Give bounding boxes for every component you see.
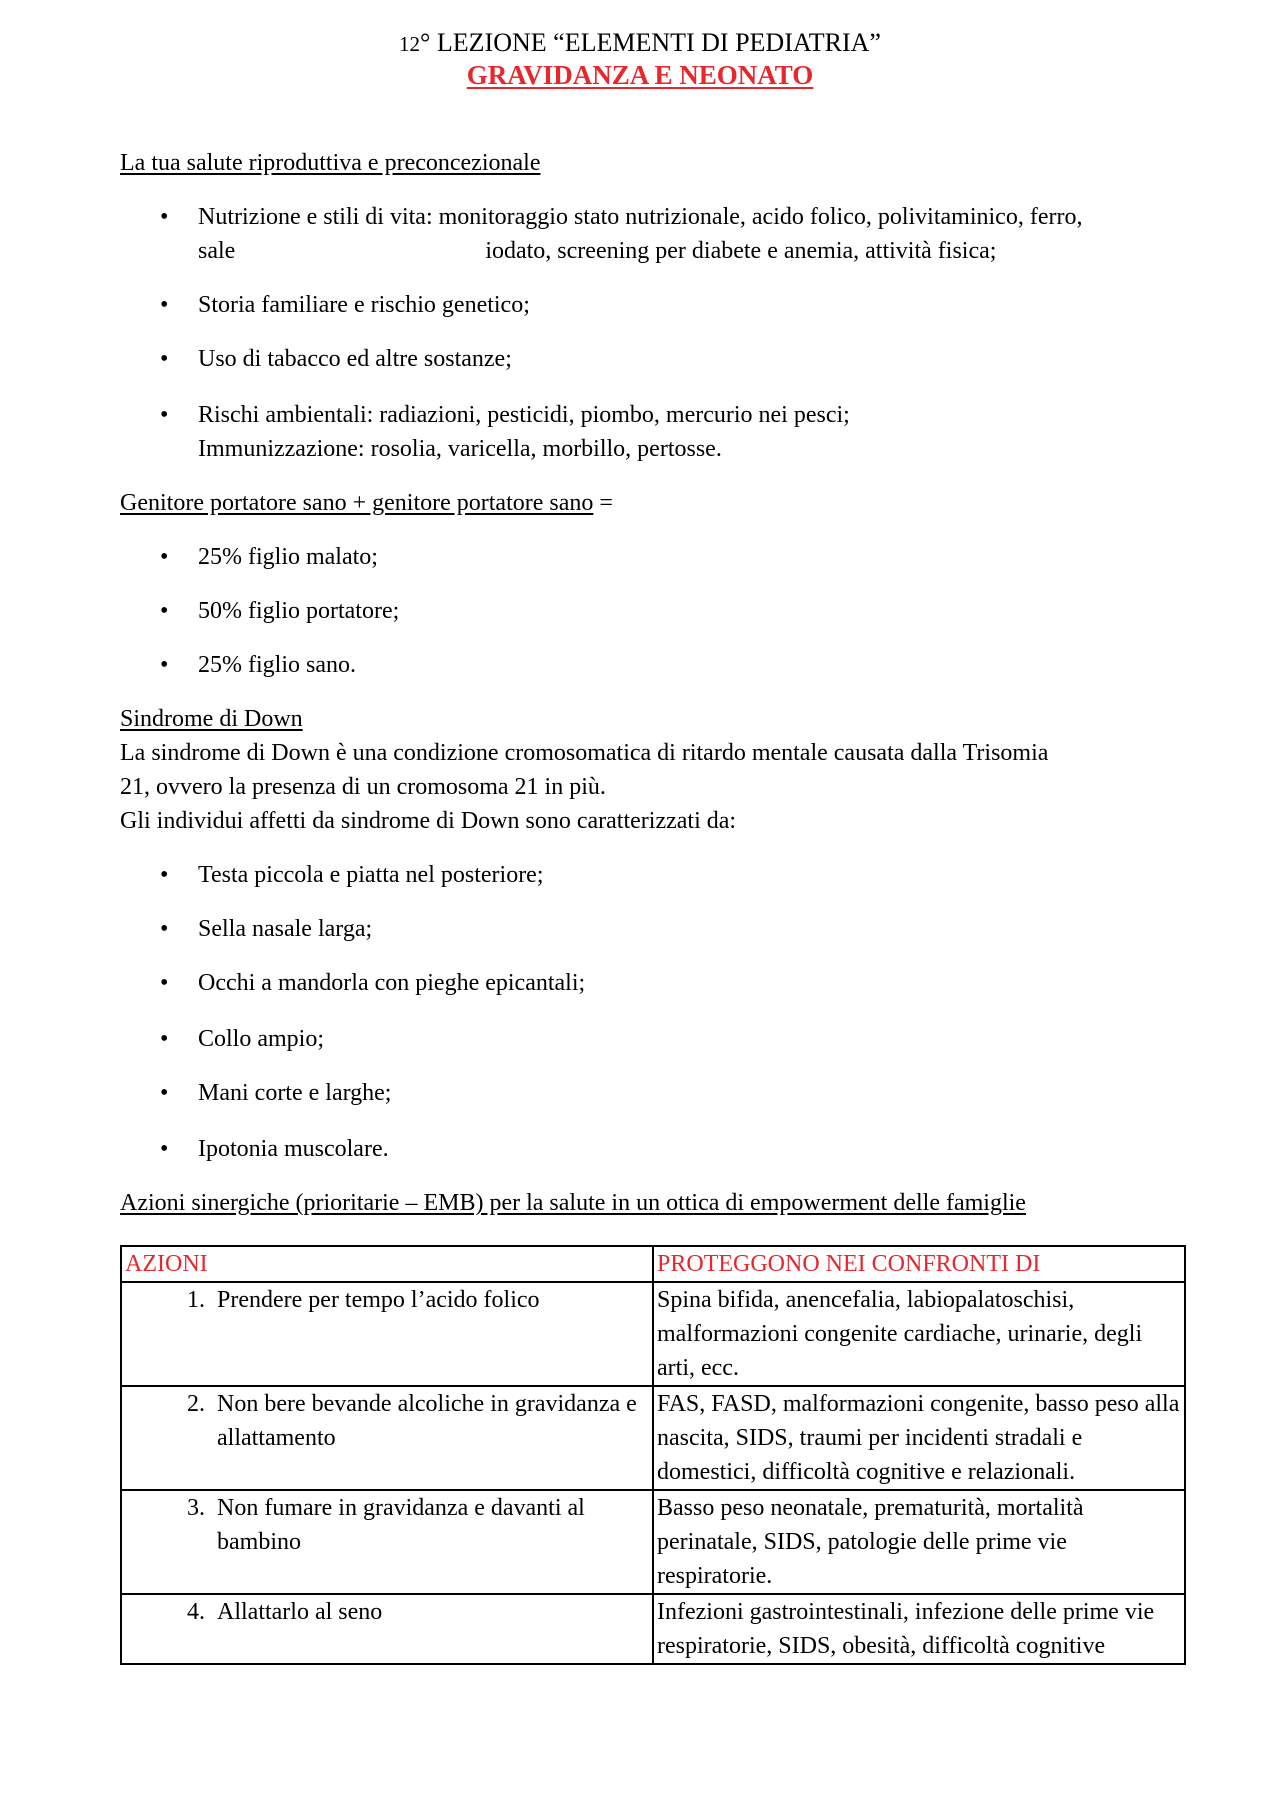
list-item-text: 25% figlio sano. bbox=[198, 652, 356, 678]
section-heading-down-syndrome: Sindrome di Down bbox=[120, 706, 303, 732]
list-item-text: Occhi a mandorla con pieghe epicantali; bbox=[198, 970, 586, 996]
bullet-icon: • bbox=[160, 598, 169, 624]
list-item bbox=[120, 288, 1180, 322]
action-number: 2. bbox=[187, 1391, 205, 1417]
list-item bbox=[120, 200, 1180, 268]
list-item-text: Immunizzazione: rosolia, varicella, morbillo, pertosse. bbox=[198, 436, 722, 462]
protects-cell: FAS, FASD, malformazioni congenite, basso peso alla nascita, SIDS, traumi per incidenti stradali e domestici, difficoltà cognitive e relazionali. bbox=[653, 1386, 1185, 1490]
carriers-list bbox=[120, 540, 1180, 682]
bullet-icon: • bbox=[160, 652, 169, 678]
bullet-icon: • bbox=[160, 1080, 169, 1106]
table-row bbox=[121, 1594, 1185, 1664]
action-cell bbox=[121, 1386, 653, 1490]
list-item-text: Storia familiare e rischio genetico; bbox=[198, 292, 530, 318]
protects-cell: Spina bifida, anencefalia, labiopalatoschisi, malformazioni congenite cardiache, urinarie, degli arti, ecc. bbox=[653, 1282, 1185, 1386]
list-item-text: Nutrizione e stili di vita: monitoraggio stato nutrizionale, acido folico, polivitaminico, ferro, bbox=[198, 204, 1083, 230]
paragraph-text: La sindrome di Down è una condizione cromosomatica di ritardo mentale causata dalla Trisomia bbox=[120, 740, 1049, 766]
paragraph-text: 21, ovvero la presenza di un cromosoma 21 in più. bbox=[120, 774, 606, 800]
list-item bbox=[120, 912, 1180, 946]
list-item-text: 50% figlio portatore; bbox=[198, 598, 400, 624]
list-item bbox=[120, 858, 1180, 892]
bullet-icon: • bbox=[160, 402, 169, 428]
list-item-text: 25% figlio malato; bbox=[198, 544, 378, 570]
list-item bbox=[120, 594, 1180, 628]
action-number: 3. bbox=[187, 1495, 205, 1521]
reproductive-health-list bbox=[120, 200, 1180, 466]
down-syndrome-paragraph bbox=[120, 736, 1180, 838]
list-item-text: sale bbox=[198, 238, 236, 264]
table-row bbox=[121, 1282, 1185, 1386]
document-subtitle bbox=[0, 58, 1280, 92]
protects-cell: Infezioni gastrointestinali, infezione delle prime vie respiratorie, SIDS, obesità, difficoltà cognitive bbox=[653, 1594, 1185, 1664]
table-header-row bbox=[121, 1246, 1185, 1282]
bullet-icon: • bbox=[160, 862, 169, 888]
list-item bbox=[120, 1076, 1180, 1110]
actions-table bbox=[120, 1245, 1186, 1665]
action-cell bbox=[121, 1490, 653, 1594]
lesson-title bbox=[0, 26, 1280, 61]
lesson-number: 12 bbox=[399, 32, 421, 56]
table-header-protects: PROTEGGONO NEI CONFRONTI DI bbox=[653, 1246, 1185, 1282]
list-item-text: Testa piccola e piatta nel posteriore; bbox=[198, 862, 544, 888]
bullet-icon: • bbox=[160, 970, 169, 996]
bullet-icon: • bbox=[160, 292, 169, 318]
list-item-text: iodato, screening per diabete e anemia, attività fisica; bbox=[485, 238, 997, 264]
document-body bbox=[120, 146, 1180, 1220]
list-item-text: Rischi ambientali: radiazioni, pesticidi, piombo, mercurio nei pesci; bbox=[198, 402, 850, 428]
bullet-icon: • bbox=[160, 544, 169, 570]
down-syndrome-traits-list bbox=[120, 858, 1180, 1166]
list-item bbox=[120, 966, 1180, 1000]
bullet-icon: • bbox=[160, 204, 169, 230]
section-heading-carriers: Genitore portatore sano + genitore portatore sano bbox=[120, 490, 594, 516]
action-number: 4. bbox=[187, 1599, 205, 1625]
protects-cell: Basso peso neonatale, prematurità, mortalità perinatale, SIDS, patologie delle prime vie respiratorie. bbox=[653, 1490, 1185, 1594]
table-row bbox=[121, 1490, 1185, 1594]
list-item bbox=[120, 398, 1180, 466]
list-item-text: Uso di tabacco ed altre sostanze; bbox=[198, 346, 512, 372]
list-item-text: Sella nasale larga; bbox=[198, 916, 373, 942]
action-text: Non fumare in gravidanza e davanti al bambino bbox=[217, 1495, 585, 1555]
list-item-text: Collo ampio; bbox=[198, 1026, 324, 1052]
action-text: Non bere bevande alcoliche in gravidanza e allattamento bbox=[217, 1391, 637, 1451]
bullet-icon: • bbox=[160, 346, 169, 372]
heading-suffix: = bbox=[593, 490, 613, 516]
list-item bbox=[120, 1132, 1180, 1166]
list-item-text: Mani corte e larghe; bbox=[198, 1080, 392, 1106]
bullet-icon: • bbox=[160, 1026, 169, 1052]
subtitle-text: GRAVIDANZA E NEONATO bbox=[466, 60, 814, 90]
action-cell bbox=[121, 1594, 653, 1664]
bullet-icon: • bbox=[160, 916, 169, 942]
lesson-title-text: ° LEZIONE “ELEMENTI DI PEDIATRIA” bbox=[420, 28, 881, 57]
action-cell bbox=[121, 1282, 653, 1386]
list-item bbox=[120, 540, 1180, 574]
table-header-actions: AZIONI bbox=[121, 1246, 653, 1282]
action-number: 1. bbox=[187, 1287, 205, 1313]
paragraph-text: Gli individui affetti da sindrome di Down sono caratterizzati da: bbox=[120, 808, 737, 834]
section-heading-synergic-actions: Azioni sinergiche (prioritarie – EMB) per la salute in un ottica di empowerment delle famiglie bbox=[120, 1190, 1026, 1216]
list-item bbox=[120, 648, 1180, 682]
bullet-icon: • bbox=[160, 1136, 169, 1162]
section-heading-carriers-line bbox=[120, 486, 1180, 520]
list-item-text: Ipotonia muscolare. bbox=[198, 1136, 389, 1162]
action-text: Allattarlo al seno bbox=[217, 1599, 383, 1625]
list-item bbox=[120, 342, 1180, 376]
action-text: Prendere per tempo l’acido folico bbox=[217, 1287, 540, 1313]
section-heading-reproductive-health: La tua salute riproduttiva e preconcezionale bbox=[120, 150, 541, 176]
table-row bbox=[121, 1386, 1185, 1490]
list-item bbox=[120, 1022, 1180, 1056]
